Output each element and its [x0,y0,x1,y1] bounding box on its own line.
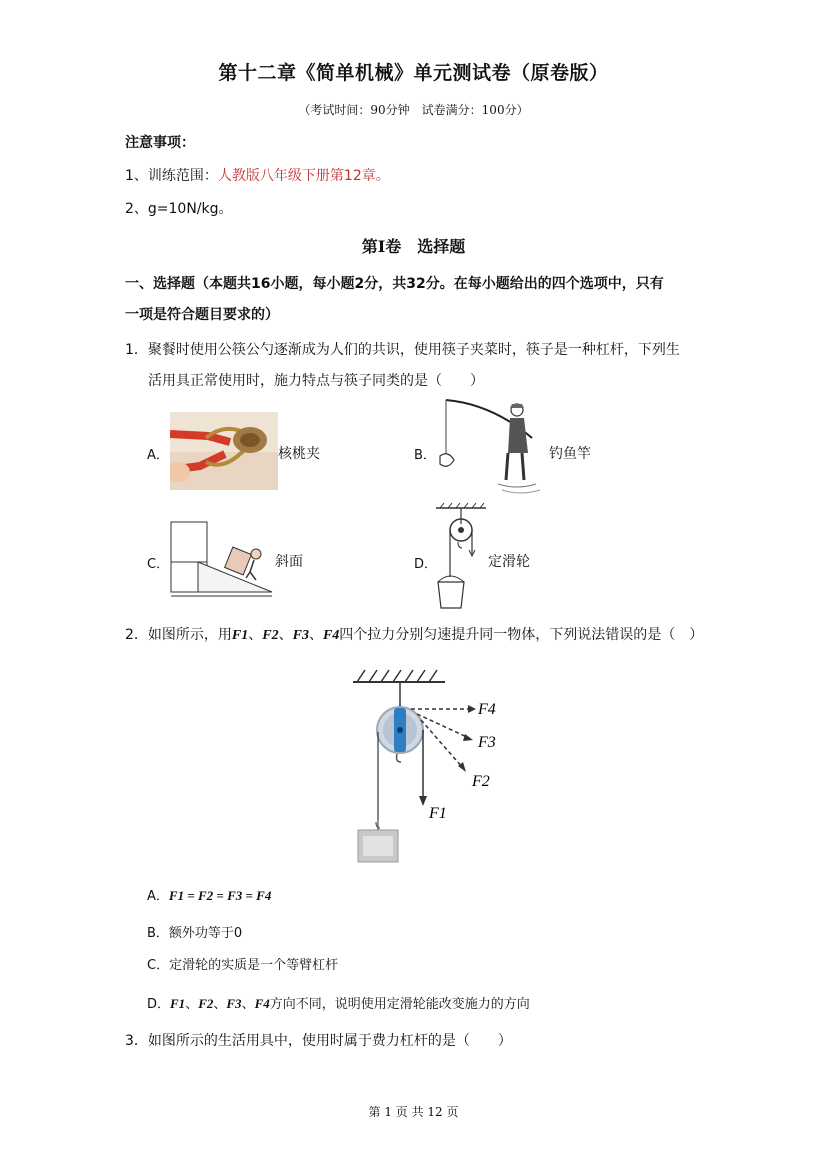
q2-force-3: F3 [292,628,309,643]
q2-option-d: D．F1、F2、F3、F4方向不同，说明使用定滑轮能改变施力的方向 [147,996,530,1012]
part1-line-2: 一项是符合题目要求的） [125,307,279,323]
figure-label-f1: F1 [429,805,447,822]
notes-item-2: 2、g=10N/kg。 [125,201,233,217]
q1-option-a-label: 核桃夹 [278,446,320,462]
q2-option-d-force-2: F2 [198,996,214,1011]
q1-option-b-letter: B． [414,448,436,463]
notes-item-1-prefix: 1、训练范围： [125,168,218,184]
figure-label-f3: F3 [478,734,496,751]
q1-option-a-letter: A． [147,448,169,463]
pulley-force-diagram [345,662,515,867]
q1-option-d-label: 定滑轮 [488,554,530,570]
notes-heading: 注意事项： [125,135,195,151]
q2-force-1: F1 [231,628,249,643]
q2-option-a [147,886,271,907]
fixed-pulley-image [430,502,490,612]
q2-force-4: F4 [322,628,340,643]
q2-stem-suffix: 四个拉力分别匀速提升同一物体，下列说法错误的是（ ） [339,627,704,643]
page-title: 第十二章《简单机械》单元测试卷（原卷版） [218,62,609,84]
q2-option-d-suffix: 方向不同，说明使用定滑轮能改变施力的方向 [269,997,530,1012]
q1-option-d-letter: D． [414,557,438,572]
q1-option-c-letter: C． [147,557,170,572]
q2-force-2: F2 [262,628,279,643]
q2-option-a-letter: A． [147,889,169,904]
page-footer: 第 1 页 共 12 页 [368,1105,459,1119]
q2-option-d-force-3: F3 [226,996,242,1011]
nutcracker-image [170,412,278,490]
q2-option-d-letter: D． [147,997,171,1012]
q1-option-b-label: 钓鱼竿 [549,446,591,462]
q2-option-d-force-1: F1 [170,996,186,1011]
exam-info: （考试时间：90分钟 试卷满分：100分） [298,103,529,117]
q2-stem-prefix: 2．如图所示，用 [125,627,232,643]
notes-item-1 [125,166,390,186]
q2-option-b: B．额外功等于0 [147,926,243,941]
q2-option-d-force-4: F4 [254,996,270,1011]
notes-item-1-value: 人教版八年级下册第12章。 [217,168,390,184]
part1-line-1: 一、选择题（本题共16小题，每小题2分，共32分。在每小题给出的四个选项中，只有 [125,276,664,292]
figure-label-f4: F4 [478,701,496,718]
q1-stem-line-2: 活用具正常使用时，施力特点与筷子同类的是（ ） [148,373,484,389]
fishing-rod-image [432,398,547,498]
q2-stem: 2．如图所示，用F1、F2、F3、F4四个拉力分别匀速提升同一物体，下列说法错误的是（ ） [125,627,704,643]
q2-option-c: C．定滑轮的实质是一个等臂杠杆 [147,958,339,973]
figure-label-f2: F2 [472,773,490,790]
q1-option-c-label: 斜面 [275,554,303,570]
section-title: 第Ⅰ卷 选择题 [361,237,466,256]
q1-stem-line-1: 1．聚餐时使用公筷公勺逐渐成为人们的共识，使用筷子夹菜时，筷子是一种杠杆，下列生 [125,342,680,358]
q2-option-a-formula: F1 = F2 = F3 = F4 [168,888,272,903]
incline-image [168,518,276,600]
q3-stem: 3．如图所示的生活用具中，使用时属于费力杠杆的是（ ） [125,1033,512,1049]
